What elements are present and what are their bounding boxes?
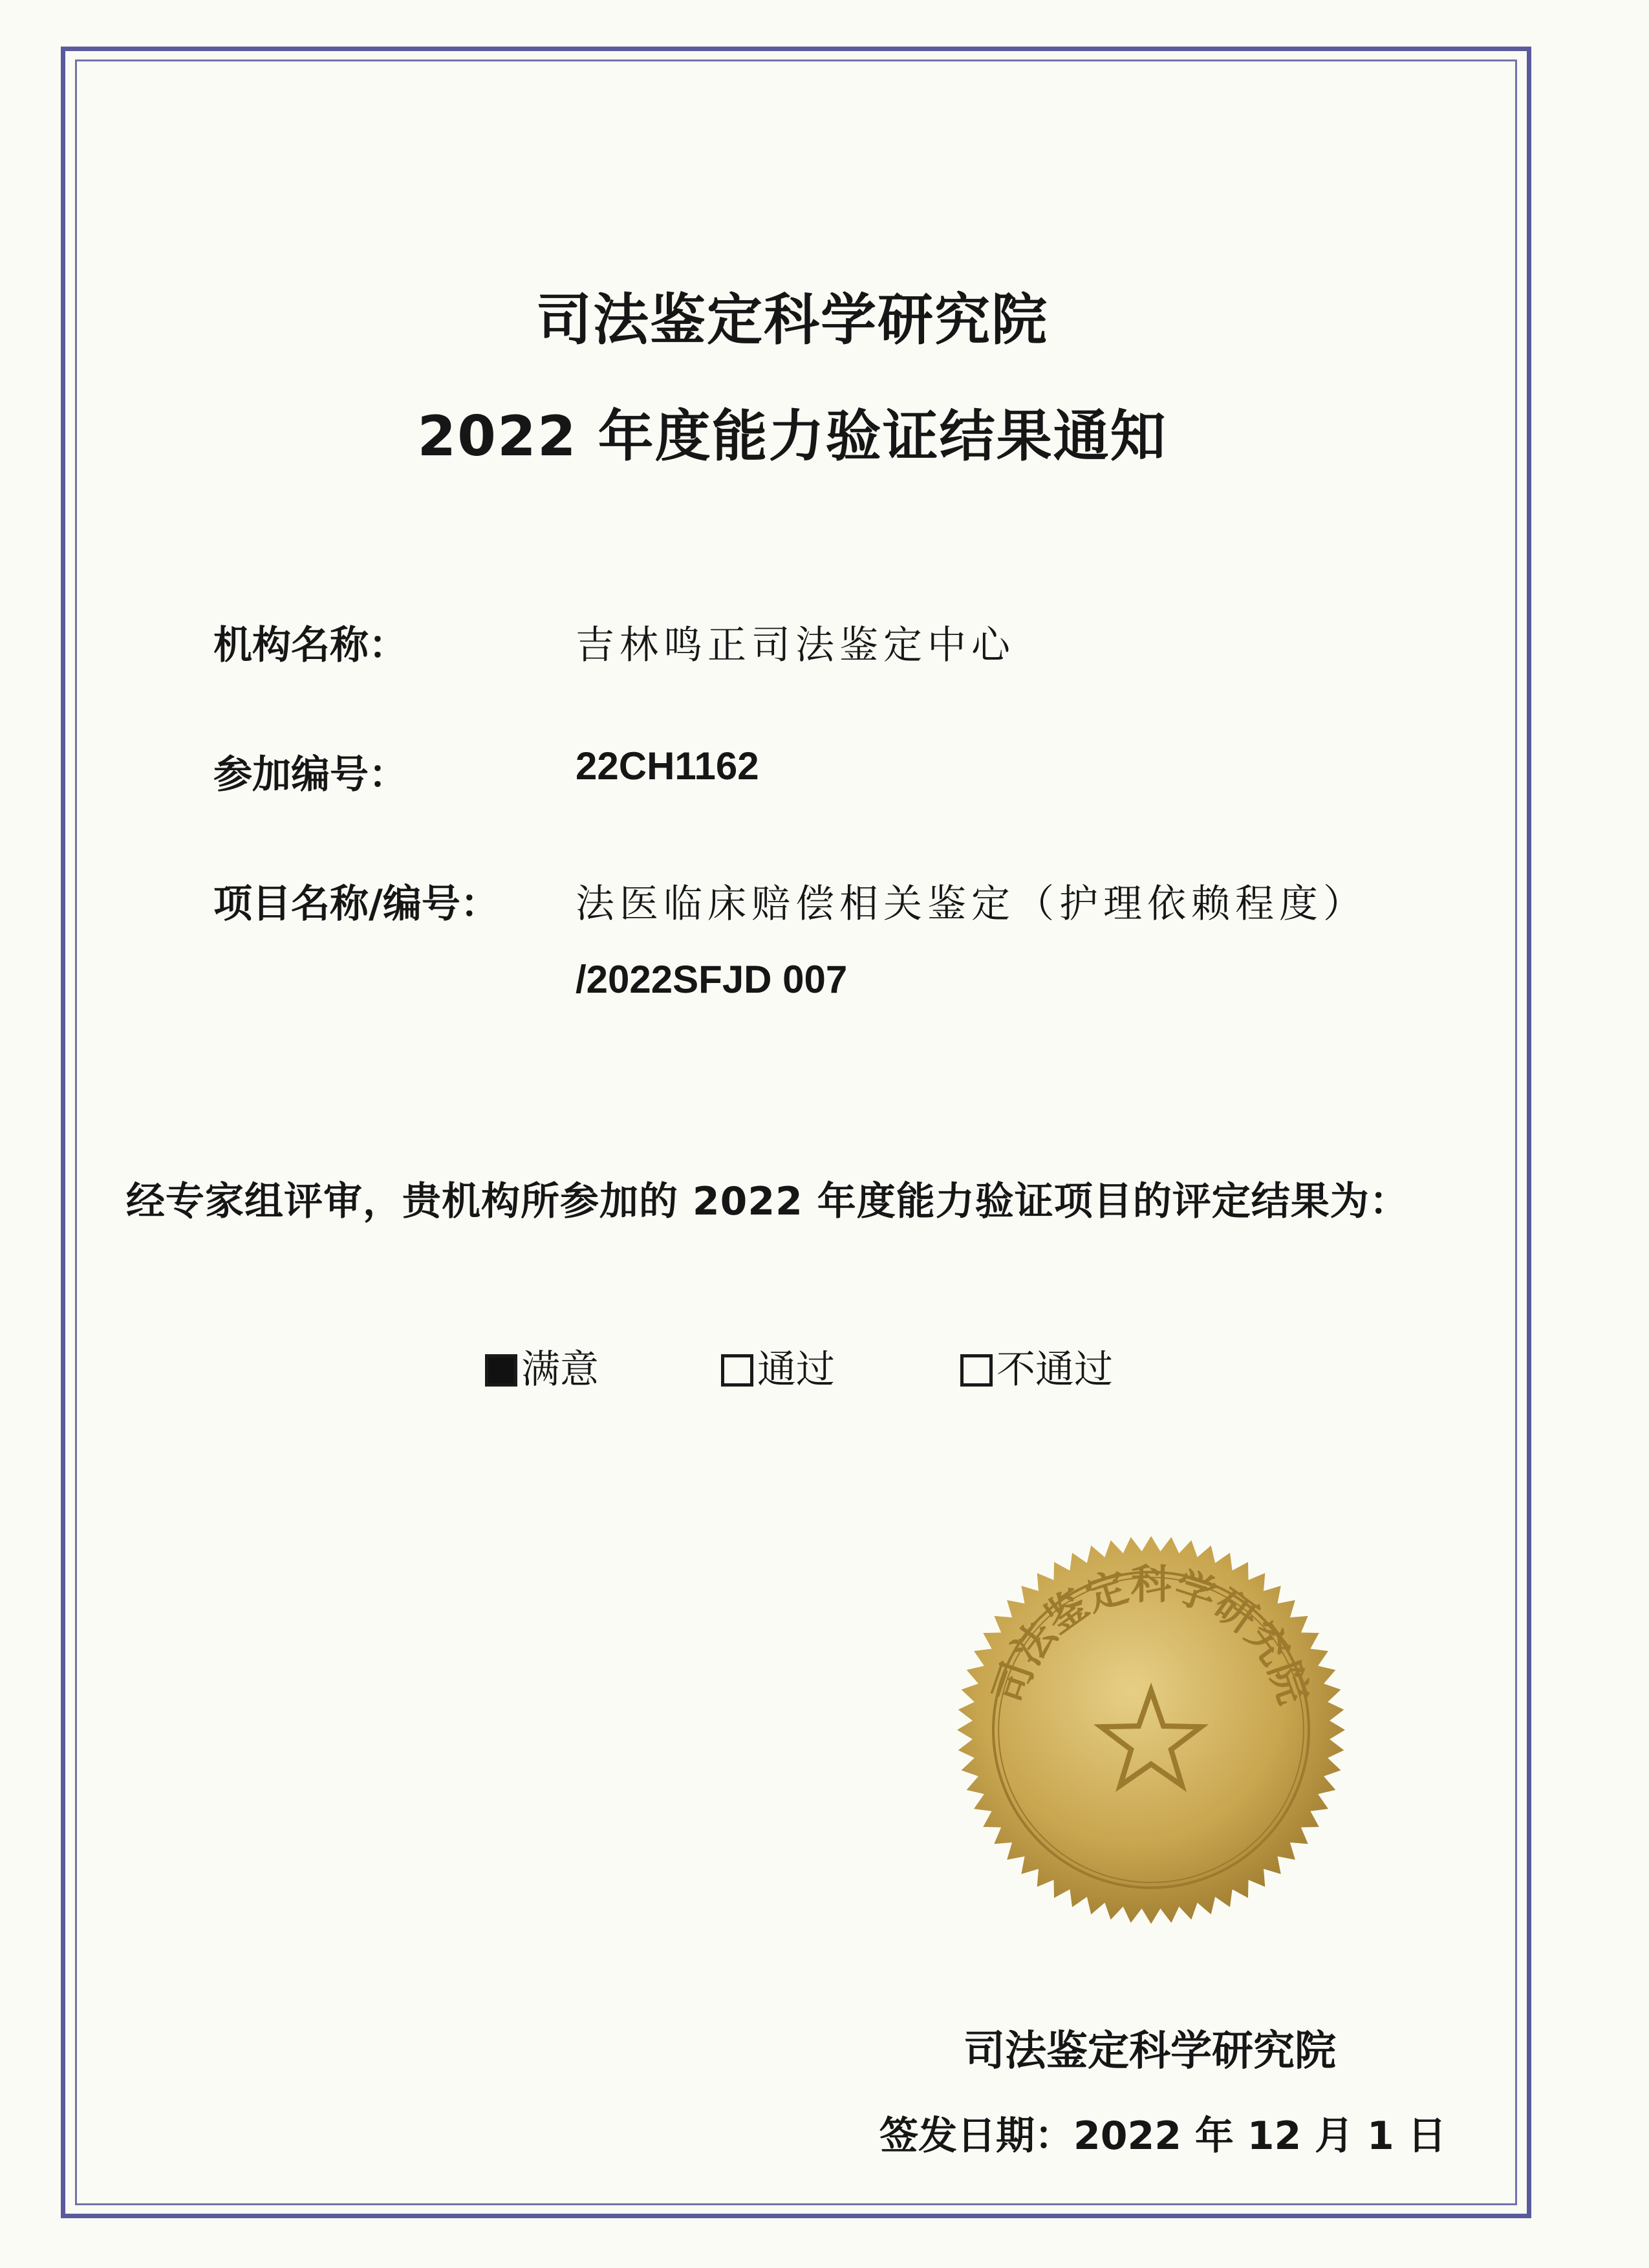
result-label-pass: 通过: [757, 1347, 835, 1392]
participant-value: 22CH1162: [576, 744, 759, 788]
result-option-pass: [721, 1339, 835, 1394]
title-institute: 司法鉴定科学研究院: [536, 288, 1048, 352]
title-notice: 2022 年度能力验证结果通知: [417, 404, 1167, 469]
checkbox-pass: [721, 1354, 753, 1387]
issue-date: 签发日期：2022 年 12 月 1 日: [879, 2113, 1447, 2159]
result-option-satisfactory: [485, 1339, 599, 1394]
result-label-fail: 不通过: [997, 1347, 1113, 1392]
result-options: [0, 1339, 1649, 1390]
institution-value: 吉林鸣正司法鉴定中心: [576, 623, 1015, 668]
checkbox-satisfactory: [485, 1354, 517, 1387]
evaluation-statement: 经专家组评审，贵机构所参加的 2022 年度能力验证项目的评定结果为：: [126, 1179, 1409, 1224]
gold-seal: [954, 1533, 1348, 1927]
checkbox-fail: [960, 1354, 993, 1387]
issuer-name: 司法鉴定科学研究院: [964, 2027, 1336, 2075]
institution-label: 机构名称：: [213, 623, 407, 668]
project-value-line2: /2022SFJD 007: [576, 958, 848, 1001]
project-label: 项目名称/编号：: [213, 881, 499, 927]
project-value-line1: 法医临床赔偿相关鉴定（护理依赖程度）: [576, 881, 1367, 927]
result-label-satisfactory: 满意: [521, 1347, 599, 1392]
participant-label: 参加编号：: [213, 752, 407, 797]
result-option-fail: [960, 1339, 1113, 1394]
seal-text: 司法鉴定科学研究院: [984, 1560, 1319, 1710]
